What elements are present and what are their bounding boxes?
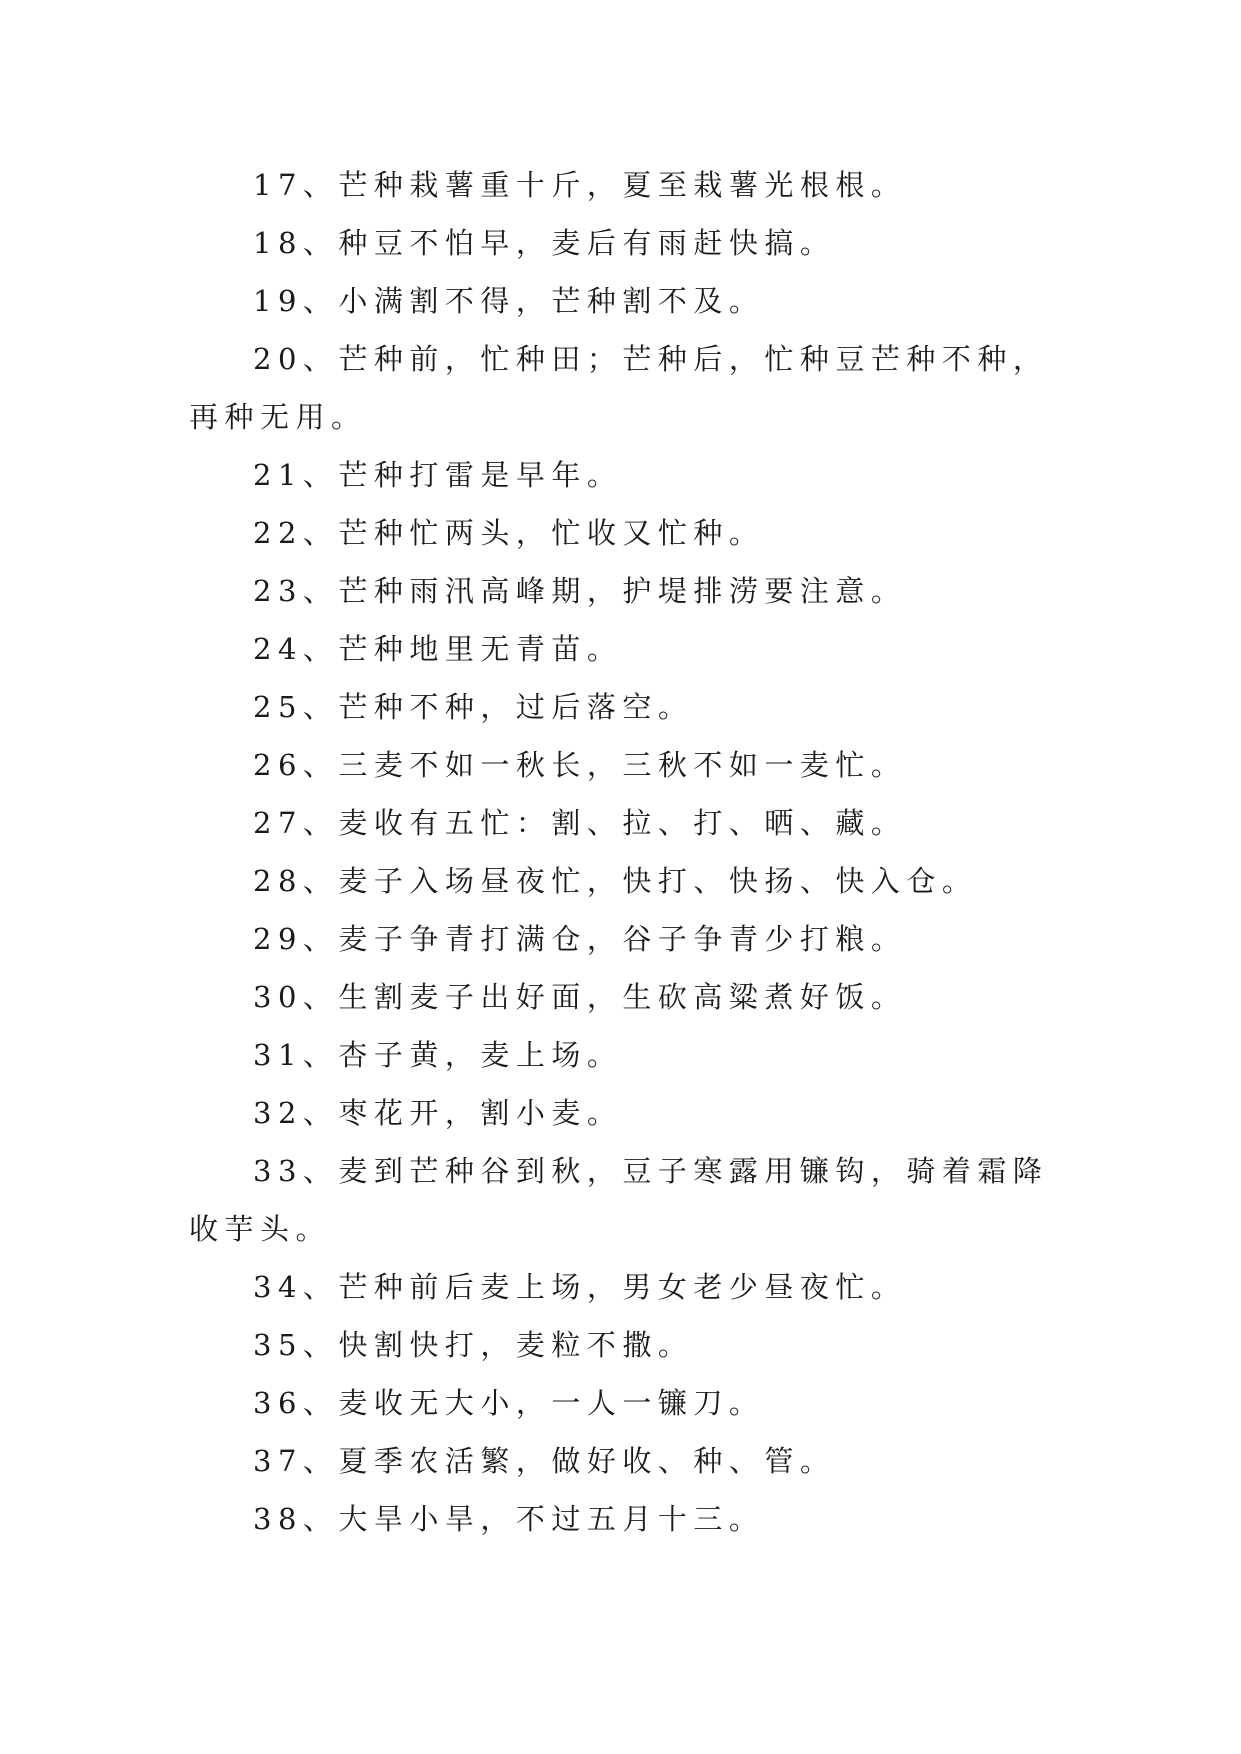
- paragraph-22: 22、芒种忙两头，忙收又忙种。: [253, 516, 765, 550]
- paragraph-31: 31、杏子黄，麦上场。: [253, 1038, 623, 1072]
- paragraph-19: 19、小满割不得，芒种割不及。: [253, 284, 765, 318]
- paragraph-32: 32、枣花开，割小麦。: [253, 1096, 623, 1130]
- paragraph-25: 25、芒种不种，过后落空。: [253, 690, 694, 724]
- paragraph-18: 18、种豆不怕早，麦后有雨赶快搞。: [253, 226, 836, 260]
- paragraph-30: 30、生割麦子出好面，生砍高粱煮好饭。: [253, 980, 907, 1014]
- paragraph-21: 21、芒种打雷是早年。: [253, 458, 623, 492]
- paragraph-29: 29、麦子争青打满仓，谷子争青少打粮。: [253, 922, 907, 956]
- paragraph-36: 36、麦收无大小，一人一镰刀。: [253, 1386, 765, 1420]
- paragraph-20: 20、芒种前，忙种田；芒种后，忙种豆芒种不种，再种无用。: [189, 342, 1049, 434]
- paragraph-23: 23、芒种雨汛高峰期，护堤排涝要注意。: [253, 574, 907, 608]
- paragraph-17: 17、芒种栽薯重十斤，夏至栽薯光根根。: [253, 168, 907, 202]
- paragraph-38: 38、大旱小旱，不过五月十三。: [253, 1502, 765, 1536]
- paragraph-24: 24、芒种地里无青苗。: [253, 632, 623, 666]
- paragraph-33: 33、麦到芒种谷到秋，豆子寒露用镰钩，骑着霜降收芋头。: [189, 1154, 1049, 1246]
- paragraph-34: 34、芒种前后麦上场，男女老少昼夜忙。: [253, 1270, 907, 1304]
- paragraph-26: 26、三麦不如一秋长，三秋不如一麦忙。: [253, 748, 907, 782]
- document-body: [189, 156, 1049, 1548]
- paragraph-35: 35、快割快打，麦粒不撒。: [253, 1328, 694, 1362]
- paragraph-37: 37、夏季农活繁，做好收、种、管。: [253, 1444, 836, 1478]
- paragraph-28: 28、麦子入场昼夜忙，快打、快扬、快入仓。: [253, 864, 978, 898]
- paragraph-27: 27、麦收有五忙：割、拉、打、晒、藏。: [253, 806, 907, 840]
